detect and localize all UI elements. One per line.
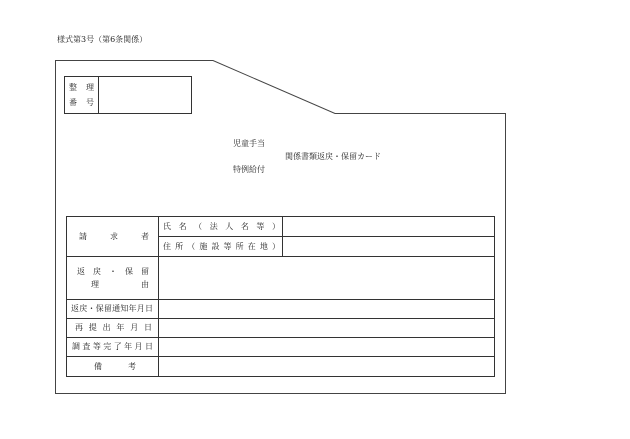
investigation-date-label: 調 査 等 完 了 年 月 日 [72,342,153,351]
table-row-remarks [67,357,495,377]
reference-label-line1: 整 理 [69,83,94,92]
notice-date-label: 返戻・保留通知年月日 [71,304,153,313]
notice-date-label-cell [67,300,159,319]
resubmission-date-label-cell [67,319,159,338]
claimant-address-label-cell [159,237,283,257]
notice-date-value [159,300,495,319]
claimant-address-value [283,237,495,257]
reference-number-box [64,76,192,114]
reason-value [159,257,495,300]
table-row-resubmission-date [67,319,495,338]
claimant-label-cell [67,217,159,257]
claimant-label: 請 求 者 [79,231,149,241]
page-title: 関係書類返戻・保留カード [285,152,381,161]
form-number: 様式第3号（第6条関係） [57,35,148,44]
reference-number-value [99,77,191,113]
table-row-investigation-date [67,338,495,357]
title-upper: 児童手当 [233,139,265,148]
card-table [66,216,495,377]
table-row-claimant-name [67,217,495,237]
claimant-address-label: 住 所 （ 施 設 等 所 在 地 ） [163,241,280,251]
table-row-reason [67,257,495,300]
investigation-date-value [159,338,495,357]
remarks-label-cell [67,357,159,377]
investigation-date-label-cell [67,338,159,357]
remarks-label: 備 考 [94,361,136,371]
claimant-name-label-cell [159,217,283,237]
claimant-name-value [283,217,495,237]
remarks-value [159,357,495,377]
reason-label-cell [67,257,159,300]
title-lower: 特例給付 [233,165,265,174]
table-row-notice-date [67,300,495,319]
resubmission-date-label: 再 提 出 年 月 日 [75,323,152,332]
resubmission-date-value [159,319,495,338]
reference-label-line2: 番 号 [69,98,94,107]
reason-label-line1: 返 戻 ・ 保 留 [77,267,149,276]
reference-number-label [65,77,99,113]
reason-label-line2: 理 由 [91,280,149,289]
claimant-name-label: 氏 名 （ 法 人 名 等 ） [163,221,280,231]
